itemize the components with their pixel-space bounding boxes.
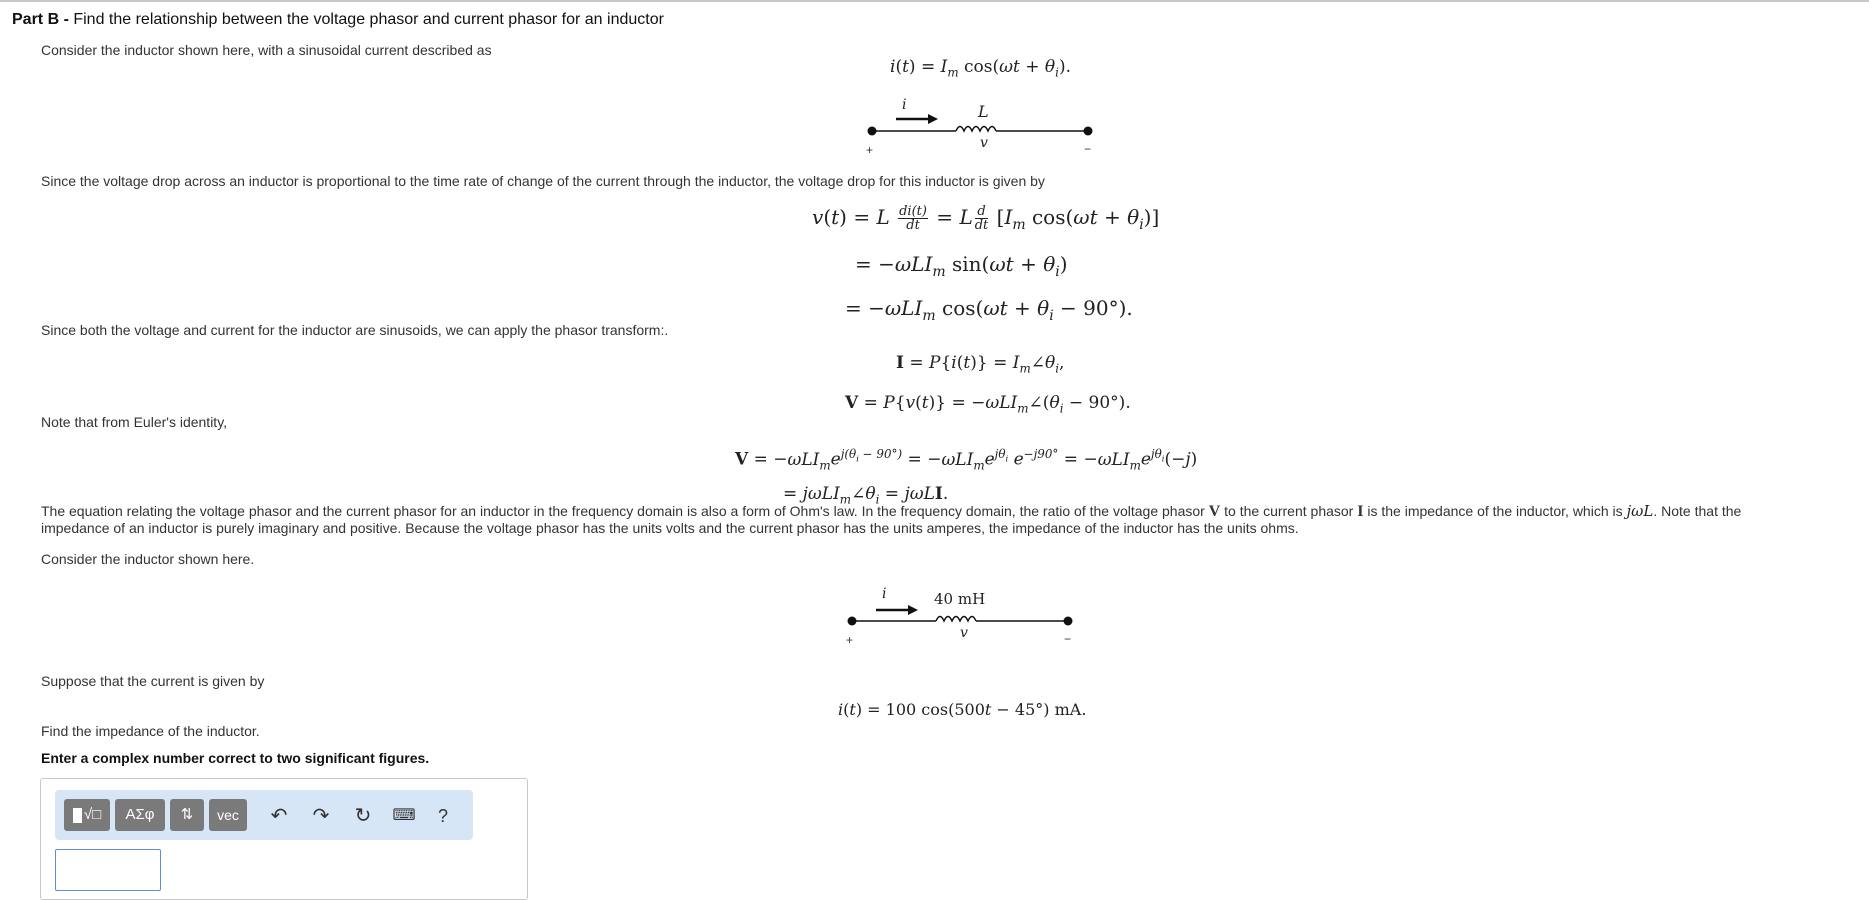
circuit2-voltage-label: v	[960, 625, 968, 641]
circuit2-minus: −	[1064, 632, 1072, 646]
instruction-text: Enter a complex number correct to two significant figures.	[41, 750, 430, 766]
ohms-law-text-part1: The equation relating the voltage phasor and the current phasor for an inductor in the frequency domain is also a form of Ohm's law. In the frequency domain, the ratio of the voltage phasor	[41, 503, 1205, 519]
voltage-phasor-symbol: V	[1208, 503, 1221, 520]
current-phasor-equation: $I = P\{i(t)\} = I_m\angle\theta_i$,	[896, 353, 1065, 376]
arrows-button[interactable]: ⇅	[170, 799, 204, 831]
part-label: Part B -	[12, 11, 74, 28]
voltage-equation-line1: v(t) = L $\frac{di(t)}{dt}$ = L $\frac{d}{dt}$ [$I_m$ $\cos(\omega t + \theta_i)$]	[812, 204, 1160, 233]
voltage-drop-text: Since the voltage drop across an inductor is proportional to the time rate of change of the current through the inductor, the voltage drop for this inductor is given by	[41, 173, 1045, 189]
keyboard-icon[interactable]: ⌨	[392, 807, 416, 824]
find-text: Find the impedance of the inductor.	[41, 723, 260, 739]
circuit1-inductor-label: L	[978, 102, 989, 121]
vector-button[interactable]: vec	[209, 799, 247, 831]
math-toolbar	[55, 790, 473, 840]
answer-editor	[40, 778, 528, 900]
reset-icon[interactable]: ↻	[354, 805, 372, 827]
given-units: mA	[1054, 700, 1082, 719]
template-box-icon	[73, 808, 82, 823]
phasor-text: Since both the voltage and current for the inductor are sinusoids, we can apply the phasor transform:.	[41, 322, 669, 338]
part-heading: Find the relationship between the voltage phasor and current phasor for an inductor	[73, 11, 664, 28]
part-title	[12, 11, 664, 29]
circuit1-minus: −	[1084, 142, 1092, 156]
ohms-law-text	[41, 502, 1741, 521]
suppose-text: Suppose that the current is given by	[41, 673, 265, 689]
ohms-law-text-part3: is the impedance of the inductor, which is	[1367, 503, 1623, 519]
voltage-phasor-equation: $V = P\{v(t)\} = -\omega LI_m\angle(\theta_i - 90^\circ)$.	[845, 393, 1131, 416]
undo-icon[interactable]: ↶	[270, 805, 288, 827]
euler-text: Note that from Euler's identity,	[41, 414, 228, 430]
help-button[interactable]: ?	[437, 806, 448, 826]
circuit1-current-label: i	[902, 97, 907, 113]
templates-label: √□	[83, 806, 102, 823]
intro-text: Consider the inductor shown here, with a sinusoidal current described as	[41, 42, 492, 58]
answer-input[interactable]	[55, 849, 161, 891]
redo-icon[interactable]: ↷	[312, 805, 330, 827]
given-current-equation: i(t) = 100 cos(500t − 45°) mA.	[838, 700, 1087, 719]
ohms-law-text-line2: impedance of an inductor is purely imaginary and positive. Because the voltage phasor has the units volts and the current phasor has the units amperes, the impedance of the inductor has the units ohms.	[41, 520, 1299, 536]
given-omega: 500	[954, 700, 985, 719]
voltage-equation-line3: = −ωLI$_m$ $\cos(\omega t + \theta_i - 90^\circ)$.	[845, 296, 1133, 324]
circuit2-current-label: i	[882, 586, 887, 602]
ohms-law-text-part4: . Note that the	[1653, 503, 1742, 519]
current-phasor-symbol: I	[1357, 503, 1364, 520]
circuit2-plus: +	[846, 633, 854, 647]
current-equation: $i(t) = I_m$ $\cos(\omega t + \theta_i)$.	[890, 57, 1072, 80]
given-phase: 45°	[1014, 700, 1044, 719]
euler-equation-line1: $V = -\omega LI_me^{j(\theta_i - 90^\circ)} = -\omega LI_me^{j\theta_i}$ $e^{-j90^\circ} = -\omega LI_me^{j\theta_i}(-j)$	[735, 447, 1198, 473]
circuit1-voltage-label: v	[980, 135, 988, 151]
ohms-law-text-part2: to the current phasor	[1224, 503, 1354, 519]
circuit1-plus: +	[866, 143, 874, 157]
templates-button[interactable]	[64, 799, 110, 831]
voltage-equation-line2: = −ωLI$_m$ $\sin(\omega t + \theta_i)$	[855, 252, 1068, 280]
euler-equation-line2: = $j\omega LI_m\angle\theta_i = j\omega LI$.	[783, 484, 949, 507]
impedance-symbol: jωL	[1626, 502, 1654, 520]
greek-symbols-button[interactable]: AΣφ	[115, 799, 165, 831]
given-amplitude: 100	[885, 700, 917, 719]
top-divider	[0, 0, 1869, 2]
consider-text: Consider the inductor shown here.	[41, 551, 255, 567]
circuit2-inductor-label: 40 mH	[934, 590, 986, 608]
